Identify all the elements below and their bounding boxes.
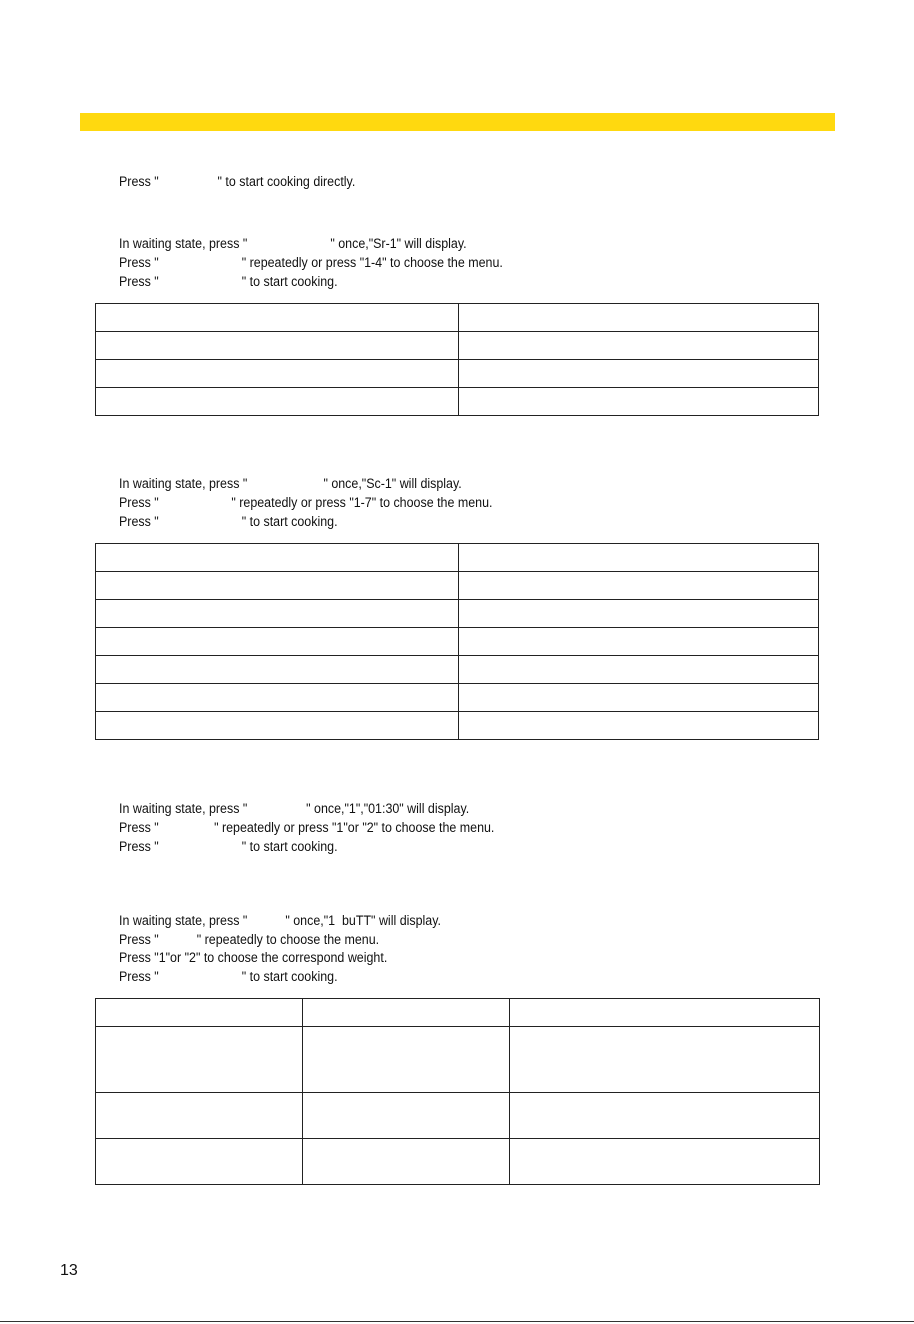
instruction-line: In waiting state, press " " once,"1","01:30" will display.: [119, 801, 470, 816]
table-cell: [510, 1027, 820, 1093]
table-row: [96, 544, 819, 572]
sc-menu-table: [95, 543, 819, 740]
instruction-line: In waiting state, press " " once,"Sr-1" will display.: [119, 236, 467, 251]
table-cell: [96, 656, 459, 684]
table-cell: [510, 1093, 820, 1139]
table-cell: [459, 332, 819, 360]
sr-menu-table: [95, 303, 819, 416]
table-cell: [459, 684, 819, 712]
table-cell: [96, 388, 459, 416]
instruction-line: Press " " repeatedly or press "1-7" to choose the menu.: [119, 495, 493, 510]
table-cell: [96, 999, 303, 1027]
butter-menu-table: [95, 998, 820, 1185]
instruction-line: In waiting state, press " " once,"1 buTT" will display.: [119, 913, 441, 928]
instruction-line: Press " " to start cooking.: [119, 274, 338, 289]
table-row: [96, 656, 819, 684]
table-row: [96, 572, 819, 600]
table-cell: [96, 1139, 303, 1185]
table-cell: [459, 388, 819, 416]
table-cell: [459, 656, 819, 684]
table-row: [96, 1093, 820, 1139]
table-row: [96, 684, 819, 712]
instruction-line: Press "1"or "2" to choose the correspond weight.: [119, 950, 388, 965]
table-row: [96, 1139, 820, 1185]
instruction-line: Press " " to start cooking.: [119, 839, 338, 854]
instruction-line: Press " " repeatedly to choose the menu.: [119, 932, 380, 947]
page-bottom-divider: [0, 1321, 914, 1322]
table-cell: [303, 1139, 510, 1185]
table-cell: [459, 712, 819, 740]
instruction-line: In waiting state, press " " once,"Sc-1" will display.: [119, 476, 462, 491]
table-row: [96, 1027, 820, 1093]
table-cell: [96, 600, 459, 628]
table-cell: [96, 712, 459, 740]
table-row: [96, 360, 819, 388]
table-cell: [303, 1027, 510, 1093]
table-cell: [96, 544, 459, 572]
table-cell: [459, 600, 819, 628]
table-cell: [96, 332, 459, 360]
table-cell: [303, 1093, 510, 1139]
table-row: [96, 388, 819, 416]
instruction-line: Press " " to start cooking directly.: [119, 174, 356, 189]
table-cell: [96, 360, 459, 388]
table-cell: [96, 304, 459, 332]
table-cell: [96, 1027, 303, 1093]
table-cell: [96, 572, 459, 600]
table-cell: [459, 544, 819, 572]
table-row: [96, 600, 819, 628]
table-cell: [510, 999, 820, 1027]
table-row: [96, 304, 819, 332]
table-row: [96, 999, 820, 1027]
page-number: 13: [60, 1262, 78, 1279]
table-row: [96, 712, 819, 740]
table-cell: [459, 360, 819, 388]
instruction-line: Press " " to start cooking.: [119, 514, 338, 529]
table-cell: [459, 628, 819, 656]
instruction-line: Press " " repeatedly or press "1"or "2" to choose the menu.: [119, 820, 495, 835]
table-cell: [96, 684, 459, 712]
instruction-line: Press " " to start cooking.: [119, 969, 338, 984]
table-cell: [96, 1093, 303, 1139]
table-cell: [510, 1139, 820, 1185]
section-header-bar: [80, 113, 835, 131]
table-cell: [459, 572, 819, 600]
instruction-line: Press " " repeatedly or press "1-4" to choose the menu.: [119, 255, 503, 270]
table-cell: [459, 304, 819, 332]
table-row: [96, 628, 819, 656]
table-cell: [303, 999, 510, 1027]
table-cell: [96, 628, 459, 656]
table-row: [96, 332, 819, 360]
